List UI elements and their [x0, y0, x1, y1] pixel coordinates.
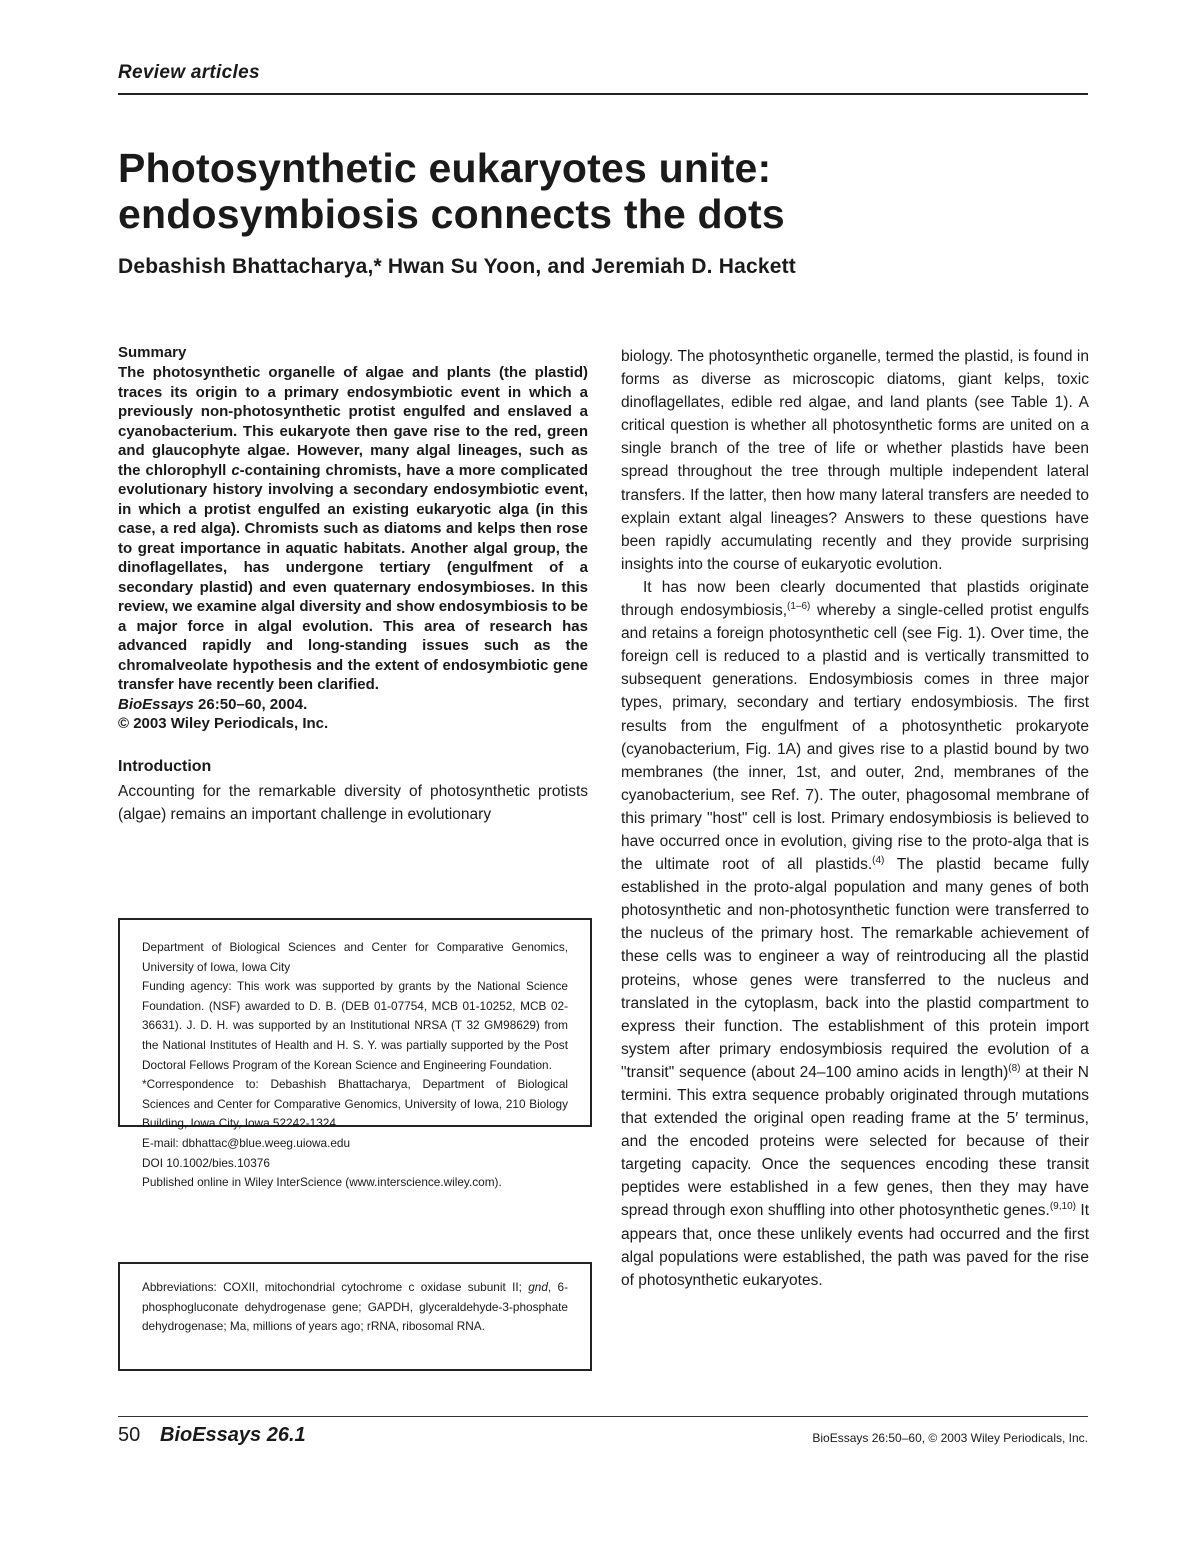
abbreviations-text [142, 1278, 568, 1337]
summary-text-italic: c [231, 461, 240, 479]
para2-segment-b: whereby a single-celled protist engulfs and retains a foreign photosynthetic cell (see Fig. 1). Over time, the foreign cell is reduced to a plastid and is vertically transmitted to subsequent generations. Endosymbiosis comes in three major types, primary, secondary and tertiary endosymbiosis. The first results from the engulfment of a photosynthetic prokaryote (cyanobacterium, Fig. 1A) and gives rise to a plastid bound by two membranes (the inner, 1st, and outer, 2nd, membranes of the cyanobacterium, see Ref. 7). The outer, phagosomal membrane of this primary "host" cell is lost. Primary endosymbiosis is believed to have occurred once in evolution, giving rise to the proto-alga that is the ultimate root of all plastids. [621, 602, 1089, 874]
summary-citation-journal: BioEssays [118, 695, 194, 713]
introduction-heading: Introduction [118, 757, 212, 775]
abbreviations-part-2: , 6-phosphogluconate dehydrogenase gene; GAPDH, glyceraldehyde-3-phosphate dehydrogenase; Ma, millions of years ago; rRNA, ribosomal RNA. [142, 1280, 569, 1334]
footer-rule [118, 1416, 1088, 1417]
reference-4: (4) [872, 854, 885, 866]
article-title [118, 145, 1098, 237]
para2-segment-c: The plastid became fully established in the proto-algal population and many genes of both photosynthetic and non-photosynthetic function were transferred to the nucleus of the primary host. The remarkable achievement of these cells was to engineer a way of reintroducing all the plastid proteins, whose genes were transferred to the nucleus and translated in the cytoplasm, back into the plastid compartment to express their function. The establishment of this protein import system after primary endosymbiosis required the evolution of a "transit" sequence (about 24–100 amino acids in length) [621, 856, 1089, 1081]
reference-1-6: (1–6) [787, 600, 811, 612]
summary-copyright: © 2003 Wiley Periodicals, Inc. [118, 715, 329, 732]
summary-citation-detail: 26:50–60, 2004. [193, 695, 308, 713]
para2-segment-e: It appears that, once these unlikely events had occurred and the first algal populations were established, the path was paved for the rise of photosynthetic eukaryotes. [621, 1202, 1090, 1289]
footer-journal-name: BioEssays 26.1 [160, 1424, 306, 1446]
right-column [621, 345, 1089, 1292]
summary-text-part-2: -containing chromists, have a more complicated evolutionary history involving a secondary endosymbiotic event, in which a protist engulfed an existing eukaryotic alga (in this case, a red alga). Chromists such as diatoms and kelps then rose to great importance in aquatic habitats. Another algal group, the dinoflagellates, has undergone tertiary (engulfment of a secondary plastid) and even quaternary endosymbioses. In this review, we examine algal diversity and show endosymbiosis to be a major force in algal evolution. This area of research has advanced rapidly and long-standing issues such as the chromalveolate hypothesis and the extent of endosymbiotic gene transfer have recently been clarified. [118, 461, 588, 693]
affiliation-funding: Funding agency: This work was supported by grants by the National Science Foundation. (NSF) awarded to D. B. (DEB 01-07754, MCB 01-10252, MCB 02-36631). J. D. H. was supported by an Institutional NRSA (T 32 GM98629) from the National Institutes of Health and H. S. Y. was partially supported by the Post Doctoral Fellows Program of the Korean Science and Engineering Foundation. [142, 979, 568, 1072]
reference-8: (8) [1008, 1062, 1021, 1074]
header-rule [118, 93, 1088, 95]
summary-text [118, 363, 588, 695]
title-line-2: endosymbiosis connects the dots [118, 191, 785, 237]
affiliation-department: Department of Biological Sciences and Center for Comparative Genomics, University of Iowa, Iowa City [142, 940, 568, 974]
abbreviations-gene-name: gnd [528, 1280, 548, 1294]
left-column [118, 343, 588, 826]
affiliation-email: E-mail: dbhattac@blue.weeg.uiowa.edu [142, 1135, 351, 1150]
abbreviations-part-1: Abbreviations: COXII, mitochondrial cytochrome c oxidase subunit II; [142, 1280, 529, 1294]
introduction-text: Accounting for the remarkable diversity of photosynthetic protists (algae) remains an important challenge in evolutionary [118, 782, 588, 823]
summary-citation [118, 695, 588, 715]
title-line-1: Photosynthetic eukaryotes unite: [118, 145, 772, 191]
affiliation-box [118, 918, 592, 1190]
abbreviations-box [118, 1262, 592, 1371]
right-paragraph-2 [621, 576, 1089, 1292]
author-list: Debashish Bhattacharya,* Hwan Su Yoon, and Jeremiah D. Hackett [118, 255, 796, 278]
summary-text-part-1: The photosynthetic organelle of algae and plants (the plastid) traces its origin to a primary endosymbiotic event in which a previously non-photosynthetic protist engulfed and enslaved a cyanobacterium. This eukaryote then gave rise to the red, green and glaucophyte algae. However, many algal lineages, such as the chlorophyll [118, 364, 588, 479]
summary-heading: Summary [118, 344, 187, 361]
reference-9-10: (9,10) [1049, 1201, 1076, 1213]
affiliation-doi: DOI 10.1002/bies.10376 [142, 1155, 270, 1170]
para2-segment-a: It has now been clearly documented that plastids originate through endosymbiosis, [621, 578, 1089, 620]
affiliation-correspondence: *Correspondence to: Debashish Bhattacharya, Department of Biological Sciences and Center for Comparative Genomics, University of Iowa, 210 Biology Building, Iowa City, Iowa 52242-1324. [142, 1077, 568, 1131]
section-tag: Review articles [118, 62, 260, 83]
page-number: 50 [118, 1424, 141, 1446]
para2-segment-d: at their N termini. This extra sequence probably originated through mutations that extended the original open reading frame at the 5′ terminus, and the encoded proteins were selected for because of their targeting capacity. Once the sequences encoding these transit peptides were established in a few genes, then they may have spread through exon shuffling into other photosynthetic genes. [621, 1063, 1089, 1220]
right-paragraph-1: biology. The photosynthetic organelle, termed the plastid, is found in forms as diverse as microscopic diatoms, giant kelps, toxic dinoflagellates, edible red algae, and land plants (see Table 1). A critical question is whether all photosynthetic forms are united on a single branch of the tree of life or whether plastids have been spread throughout the tree through multiple independent lateral transfers. If the latter, then how many lateral transfers are needed to explain extant algal lineages? Answers to these questions have been rapidly accumulating recently and they provide surprising insights into the course of eukaryotic evolution. [621, 348, 1089, 573]
footer-citation: BioEssays 26:50–60, © 2003 Wiley Periodicals, Inc. [812, 1431, 1088, 1445]
affiliation-published: Published online in Wiley InterScience (www.interscience.wiley.com). [142, 1175, 502, 1190]
